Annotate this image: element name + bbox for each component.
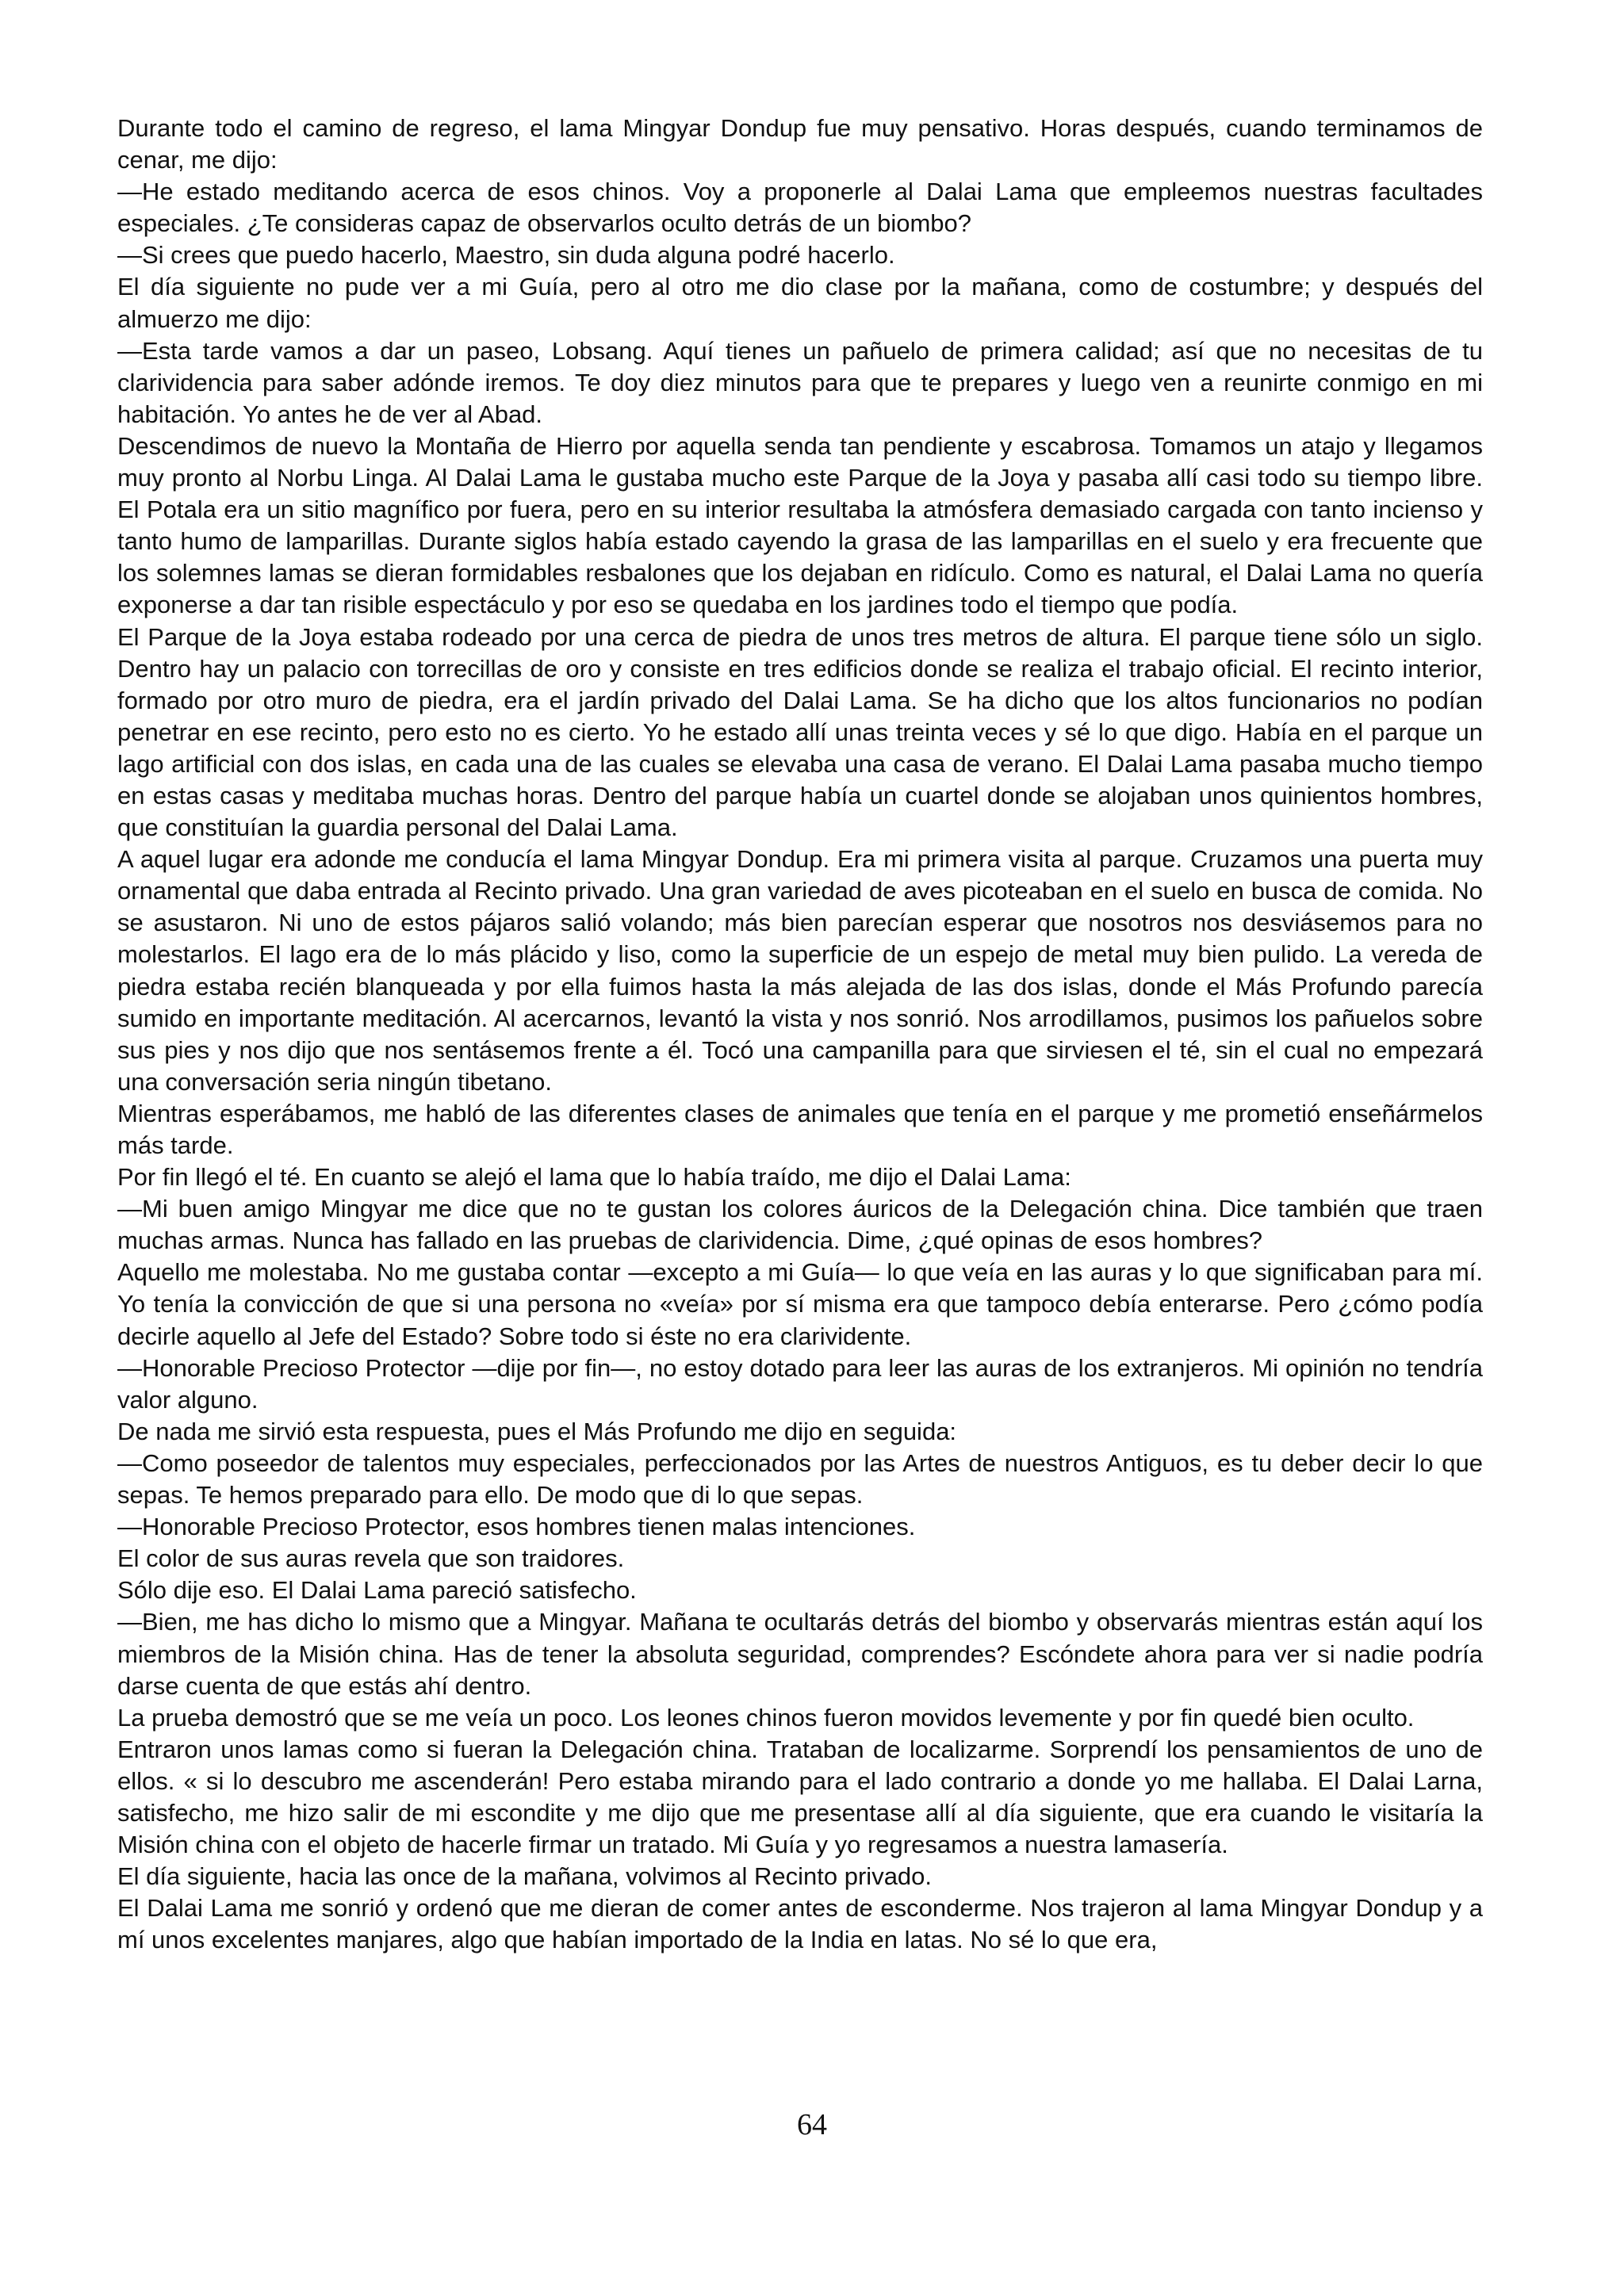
paragraph: —Como poseedor de talentos muy especiales, perfeccionados por las Artes de nuestros Antiguos, es tu deber decir lo que sepas. Te hemos preparado para ello. De modo que di lo que sepas. [117, 1448, 1483, 1510]
paragraph: El color de sus auras revela que son traidores. [117, 1544, 625, 1573]
paragraph: El Parque de la Joya estaba rodeado por una cerca de piedra de unos tres metros de altura. El parque tiene sólo un siglo. Dentro hay un palacio con torrecillas de oro y consiste en tres edificios donde se realiza el trabajo oficial. El recinto interior, formado por otro muro de piedra, era el jardín privado del Dalai Lama. Se ha dicho que los altos funcionarios no podían penetrar en ese recinto, pero esto no es cierto. Yo he estado allí unas treinta veces y sé lo que digo. Había en el parque un lago artificial con dos islas, en cada una de las cuales se elevaba una casa de verano. El Dalai Lama pasaba mucho tiempo en estas casas y meditaba muchas horas. Dentro del parque había un cuartel donde se alojaban unos quinientos hombres, que constituían la guardia personal del Dalai Lama. [117, 622, 1483, 842]
paragraph: —Si crees que puedo hacerlo, Maestro, sin duda alguna podré hacerlo. [117, 241, 895, 270]
paragraph: Entraron unos lamas como si fueran la Delegación china. Trataban de localizarme. Sorprendí los pensamientos de uno de ellos. « si lo descubro me ascenderán! Pero estaba mirando para el lado contrario a donde yo me hallaba. El Dalai Larna, satisfecho, me hizo salir de mi escondite y me dijo que me presentase allí al día siguiente, que era cuando le visitaría la Misión china con el objeto de hacerle firmar un tratado. Mi Guía y yo regresamos a nuestra lamasería. [117, 1735, 1483, 1859]
paragraph: —He estado meditando acerca de esos chinos. Voy a proponerle al Dalai Lama que empleemos nuestras facultades especiales. ¿Te consideras capaz de observarlos oculto detrás de un biombo? [117, 178, 1483, 238]
paragraph: Aquello me molestaba. No me gustaba contar —excepto a mi Guía— lo que veía en las auras y lo que significaban para mí. Yo tenía la convicción de que si una persona no «veía» por sí misma era que tampoco debía enterarse. Pero ¿cómo podía decirle aquello al Jefe del Estado? Sobre todo si éste no era clarividente. [117, 1258, 1483, 1350]
paragraph: —Honorable Precioso Protector, esos hombres tienen malas intenciones. [117, 1513, 916, 1541]
paragraph: La prueba demostró que se me veía un poco. Los leones chinos fueron movidos levemente y por fin quedé bien oculto. [117, 1703, 1415, 1732]
paragraph: El día siguiente no pude ver a mi Guía, pero al otro me dio clase por la mañana, como de costumbre; y después del almuerzo me dijo: [117, 273, 1483, 333]
paragraph: De nada me sirvió esta respuesta, pues el Más Profundo me dijo en seguida: [117, 1417, 957, 1445]
paragraph: —Bien, me has dicho lo mismo que a Mingyar. Mañana te ocultarás detrás del biombo y observarás mientras están aquí los miembros de la Misión china. Has de tener la absoluta seguridad, comprendes? Escóndete ahora para ver si nadie podría darse cuenta de que estás ahí dentro. [117, 1608, 1483, 1700]
page-number: 64 [797, 2108, 827, 2141]
paragraph: Descendimos de nuevo la Montaña de Hierro por aquella senda tan pendiente y escabrosa. Tomamos un atajo y llegamos muy pronto al Norbu Linga. Al Dalai Lama le gustaba mucho este Parque de la Joya y pasaba allí casi todo su tiempo libre. El Potala era un sitio magnífico por fuera, pero en su interior resultaba la atmósfera demasiado cargada con tanto incienso y tanto humo de lamparillas. Durante siglos había estado cayendo la grasa de las lamparillas en el suelo y era frecuente que los solemnes lamas se dieran formidables resbalones que los dejaban en ridículo. Como es natural, el Dalai Lama no quería exponerse a dar tan risible espectáculo y por eso se quedaba en los jardines todo el tiempo que podía. [117, 431, 1483, 619]
paragraph: —Mi buen amigo Mingyar me dice que no te gustan los colores áuricos de la Delegación china. Dice también que traen muchas armas. Nunca has fallado en las pruebas de clarividencia. Dime, ¿qué opinas de esos hombres? [117, 1195, 1483, 1255]
paragraph: Mientras esperábamos, me habló de las diferentes clases de animales que tenía en el parque y me prometió enseñármelos más tarde. [117, 1099, 1483, 1159]
paragraph: El Dalai Lama me sonrió y ordenó que me dieran de comer antes de esconderme. Nos trajeron al lama Mingyar Dondup y a mí unos excelentes manjares, algo que habían importado de la India en latas. No sé lo que era, [117, 1894, 1483, 1954]
paragraph: El día siguiente, hacia las once de la mañana, volvimos al Recinto privado. [117, 1862, 933, 1891]
paragraph: A aquel lugar era adonde me conducía el lama Mingyar Dondup. Era mi primera visita al parque. Cruzamos una puerta muy ornamental que daba entrada al Recinto privado. Una gran variedad de aves picoteaban en el suelo en busca de comida. No se asustaron. Ni uno de estos pájaros salió volando; más bien parecían esperar que nosotros nos desviásemos para no molestarlos. El lago era de lo más plácido y liso, como la superficie de un espejo de metal muy bien pulido. La vereda de piedra estaba recién blanqueada y por ella fuimos hasta la más alejada de las dos islas, donde el Más Profundo parecía sumido en importante meditación. Al acercarnos, levantó la vista y nos sonrió. Nos arrodillamos, pusimos los pañuelos sobre sus pies y nos dijo que nos sentásemos frente a él. Tocó una campanilla para que sirviesen el té, sin el cual no empezará una conversación seria ningún tibetano. [117, 845, 1483, 1096]
paragraph: —Esta tarde vamos a dar un paseo, Lobsang. Aquí tienes un pañuelo de primera calidad; así que no necesitas de tu clarividencia para saber adónde iremos. Te doy diez minutos para que te prepares y luego ven a reunirte conmigo en mi habitación. Yo antes he de ver al Abad. [117, 336, 1483, 428]
paragraph: Por fin llegó el té. En cuanto se alejó el lama que lo había traído, me dijo el Dalai Lama: [117, 1163, 1071, 1192]
paragraph: —Honorable Precioso Protector —dije por fin—, no estoy dotado para leer las auras de los extranjeros. Mi opinión no tendría valor alguno. [117, 1353, 1483, 1414]
paragraph: Durante todo el camino de regreso, el lama Mingyar Dondup fue muy pensativo. Horas después, cuando terminamos de cenar, me dijo: [117, 114, 1483, 174]
page-body [117, 113, 1483, 1956]
paragraph: Sólo dije eso. El Dalai Lama pareció satisfecho. [117, 1576, 637, 1605]
